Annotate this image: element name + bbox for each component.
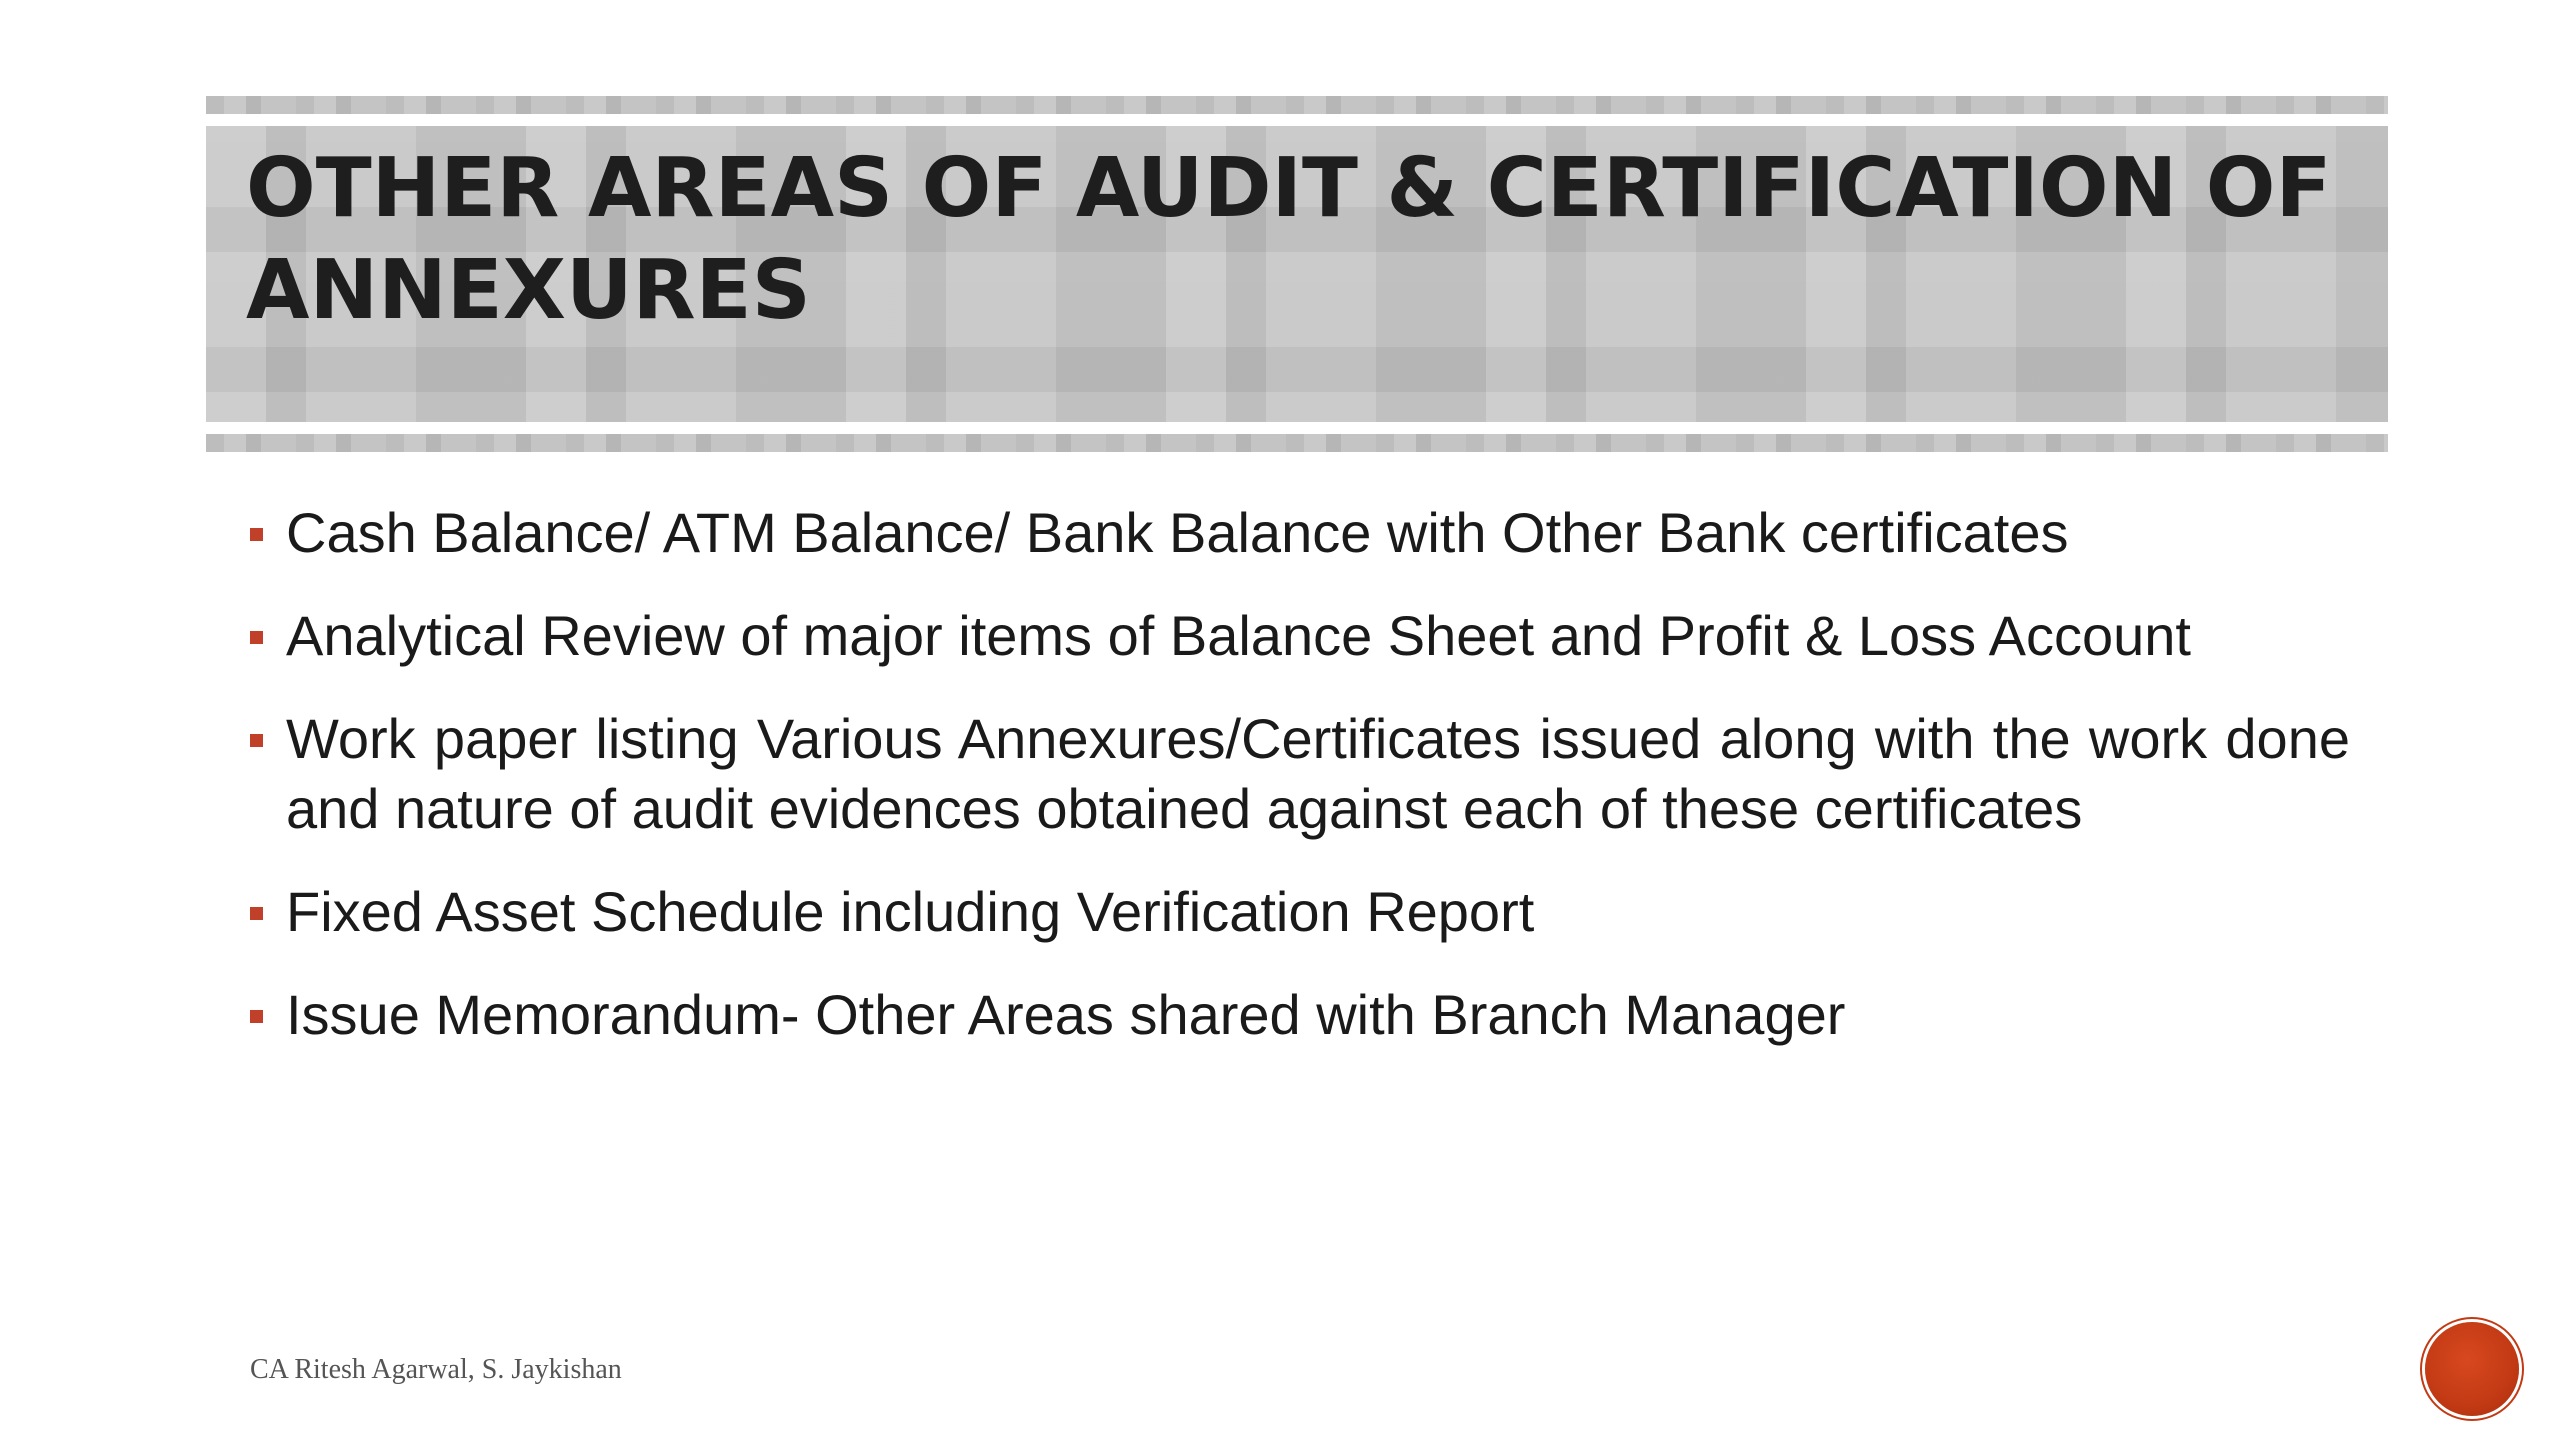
bullet-list	[246, 498, 2350, 1083]
bullet-text: Analytical Review of major items of Balance Sheet and Profit & Loss Account	[286, 604, 2191, 667]
footer-author: CA Ritesh Agarwal, S. Jaykishan	[250, 1354, 622, 1385]
bullet-text: Work paper listing Various Annexures/Certificates issued along with the work done and nature of audit evidences obtained against each of these certificates	[286, 707, 2350, 840]
bullet-item	[246, 498, 2350, 568]
bullet-marker-icon	[250, 631, 263, 644]
bullet-item	[246, 877, 2350, 947]
slide-title: OTHER AREAS OF AUDIT & CERTIFICATION OF ANNEXURES	[246, 141, 2332, 338]
title-band-top-stripe	[206, 96, 2388, 114]
bullet-item	[246, 601, 2350, 671]
bullet-marker-icon	[250, 528, 263, 541]
title-band	[206, 96, 2388, 452]
bullet-text: Cash Balance/ ATM Balance/ Bank Balance with Other Bank certificates	[286, 501, 2069, 564]
page-number-circle-icon	[2425, 1322, 2519, 1416]
bullet-text: Fixed Asset Schedule including Verification Report	[286, 880, 1535, 943]
bullet-text: Issue Memorandum- Other Areas shared with Branch Manager	[286, 983, 1846, 1046]
bullet-marker-icon	[250, 907, 263, 920]
bullet-item	[246, 704, 2350, 844]
bullet-marker-icon	[250, 734, 263, 747]
bullet-marker-icon	[250, 1010, 263, 1023]
title-band-bottom-stripe	[206, 434, 2388, 452]
bullet-item	[246, 980, 2350, 1050]
